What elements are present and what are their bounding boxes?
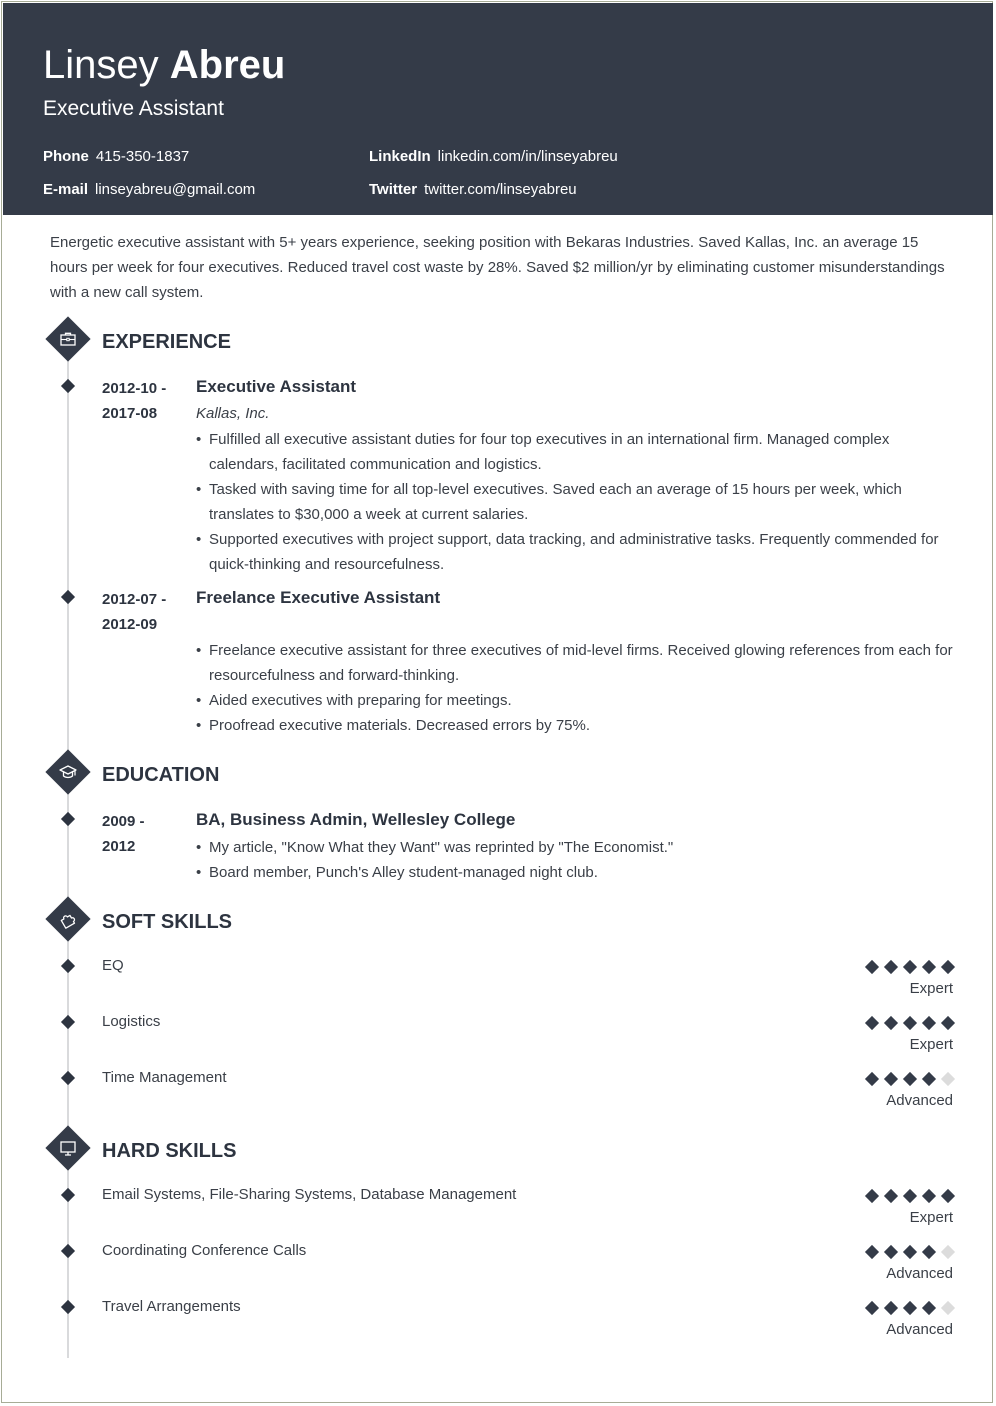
rating-filled-diamond xyxy=(884,1301,898,1315)
skill-rating xyxy=(853,1300,953,1316)
list-item: • Freelance executive assistant for three executives of mid-level firms. Received glowing references from each for resourcefulness and forward-thinking. xyxy=(196,638,956,688)
section-icon-experience xyxy=(52,323,84,355)
date-start: 2012-10 - xyxy=(102,380,167,397)
rating-filled-diamond xyxy=(903,1072,917,1086)
degree-title: BA, Business Admin, Wellesley College xyxy=(196,810,516,829)
date-start: 2012-07 - xyxy=(102,591,167,608)
twitter-label: Twitter xyxy=(369,181,418,198)
rating-filled-diamond xyxy=(884,1016,898,1030)
rating-filled-diamond xyxy=(865,1189,879,1203)
list-item: • Proofread executive materials. Decreased errors by 75%. xyxy=(196,713,956,738)
rating-filled-diamond xyxy=(903,1016,917,1030)
date-start: 2009 - xyxy=(102,813,145,830)
list-item: • My article, "Know What they Want" was reprinted by "The Economist." xyxy=(196,835,956,860)
skill-rating xyxy=(853,1015,953,1031)
phone-label: Phone xyxy=(43,148,89,165)
rating-filled-diamond xyxy=(922,1301,936,1315)
section-title-education: EDUCATION xyxy=(102,764,220,786)
skill-rating xyxy=(853,1071,953,1087)
timeline-line xyxy=(67,330,69,1358)
list-item: • Board member, Punch's Alley student-managed night club. xyxy=(196,860,956,885)
job-company: Kallas, Inc. xyxy=(196,405,270,422)
rating-filled-diamond xyxy=(922,1072,936,1086)
list-item: • Supported executives with project support, data tracking, and administrative tasks. Frequently commended for quick-thinking and resourcefulness. xyxy=(196,527,956,577)
contact-email xyxy=(43,180,255,200)
skill-level: Expert xyxy=(909,1209,953,1226)
rating-filled-diamond xyxy=(941,960,955,974)
skill-name: Coordinating Conference Calls xyxy=(102,1242,307,1259)
skill-name: Travel Arrangements xyxy=(102,1298,241,1315)
job-bullets xyxy=(196,427,956,577)
contact-twitter xyxy=(369,180,577,200)
rating-filled-diamond xyxy=(884,960,898,974)
job-title: Freelance Executive Assistant xyxy=(196,588,441,607)
rating-empty-diamond xyxy=(941,1301,955,1315)
phone-value[interactable]: 415-350-1837 xyxy=(95,148,190,165)
rating-filled-diamond xyxy=(922,1016,936,1030)
section-title-experience: EXPERIENCE xyxy=(102,331,231,353)
section-icon-hard-skills xyxy=(52,1132,84,1164)
section-icon-education xyxy=(52,756,84,788)
rating-empty-diamond xyxy=(941,1245,955,1259)
twitter-value[interactable]: twitter.com/linseyabreu xyxy=(424,181,577,198)
education-date xyxy=(102,809,192,859)
linkedin-value[interactable]: linkedin.com/in/linseyabreu xyxy=(437,148,618,165)
skill-rating xyxy=(853,1244,953,1260)
skill-level: Expert xyxy=(909,1036,953,1053)
job-bullets xyxy=(196,638,956,738)
puzzle-icon xyxy=(58,909,78,929)
rating-filled-diamond xyxy=(903,1189,917,1203)
rating-filled-diamond xyxy=(903,1301,917,1315)
first-name: Linsey xyxy=(43,43,159,87)
resume-header xyxy=(3,3,993,215)
date-end: 2017-08 xyxy=(102,405,158,422)
graduation-cap-icon xyxy=(58,762,78,782)
skill-name: Time Management xyxy=(102,1069,227,1086)
section-title-soft-skills: SOFT SKILLS xyxy=(102,911,232,933)
rating-filled-diamond xyxy=(865,960,879,974)
skill-level: Expert xyxy=(909,980,953,997)
skill-name: EQ xyxy=(102,957,124,974)
rating-filled-diamond xyxy=(865,1072,879,1086)
last-name: Abreu xyxy=(169,43,286,87)
email-value[interactable]: linseyabreu@gmail.com xyxy=(95,181,256,198)
rating-filled-diamond xyxy=(941,1189,955,1203)
candidate-name xyxy=(43,41,285,89)
rating-filled-diamond xyxy=(884,1072,898,1086)
skill-level: Advanced xyxy=(886,1092,953,1109)
rating-filled-diamond xyxy=(922,1189,936,1203)
rating-filled-diamond xyxy=(865,1245,879,1259)
job-title: Executive Assistant xyxy=(196,377,356,396)
rating-filled-diamond xyxy=(922,1245,936,1259)
job-date xyxy=(102,587,192,637)
skill-name: Email Systems, File-Sharing Systems, Database Management xyxy=(102,1186,517,1203)
job-date xyxy=(102,376,192,426)
contact-phone xyxy=(43,147,189,167)
rating-empty-diamond xyxy=(941,1072,955,1086)
education-bullets xyxy=(196,835,956,885)
rating-filled-diamond xyxy=(884,1189,898,1203)
profile-summary: Energetic executive assistant with 5+ years experience, seeking position with Bekaras Industries. Saved Kallas, Inc. an average 15 hours per week for four executives. Reduced travel cost waste by 28%. Saved $2 million/yr by eliminating customer misunderstandings with a new call system. xyxy=(50,234,945,301)
briefcase-icon xyxy=(58,329,78,349)
rating-filled-diamond xyxy=(865,1301,879,1315)
date-end: 2012-09 xyxy=(102,616,158,633)
skill-level: Advanced xyxy=(886,1265,953,1282)
section-title-hard-skills: HARD SKILLS xyxy=(102,1140,237,1162)
skill-name: Logistics xyxy=(102,1013,161,1030)
contact-linkedin xyxy=(369,147,618,167)
candidate-role: Executive Assistant xyxy=(43,97,224,120)
rating-filled-diamond xyxy=(922,960,936,974)
rating-filled-diamond xyxy=(903,960,917,974)
email-label: E-mail xyxy=(43,181,89,198)
section-icon-soft-skills xyxy=(52,903,84,935)
rating-filled-diamond xyxy=(941,1016,955,1030)
list-item: • Tasked with saving time for all top-level executives. Saved each an average of 15 hours per week, which translates to $30,000 a week at current salaries. xyxy=(196,477,956,527)
monitor-icon xyxy=(58,1138,78,1158)
linkedin-label: LinkedIn xyxy=(369,148,431,165)
list-item: • Aided executives with preparing for meetings. xyxy=(196,688,956,713)
rating-filled-diamond xyxy=(903,1245,917,1259)
skill-rating xyxy=(853,959,953,975)
date-end: 2012 xyxy=(102,838,136,855)
skill-rating xyxy=(853,1188,953,1204)
rating-filled-diamond xyxy=(865,1016,879,1030)
list-item: • Fulfilled all executive assistant duties for four top executives in an international firm. Managed complex calendars, facilitated communication and logistics. xyxy=(196,427,956,477)
skill-level: Advanced xyxy=(886,1321,953,1338)
rating-filled-diamond xyxy=(884,1245,898,1259)
